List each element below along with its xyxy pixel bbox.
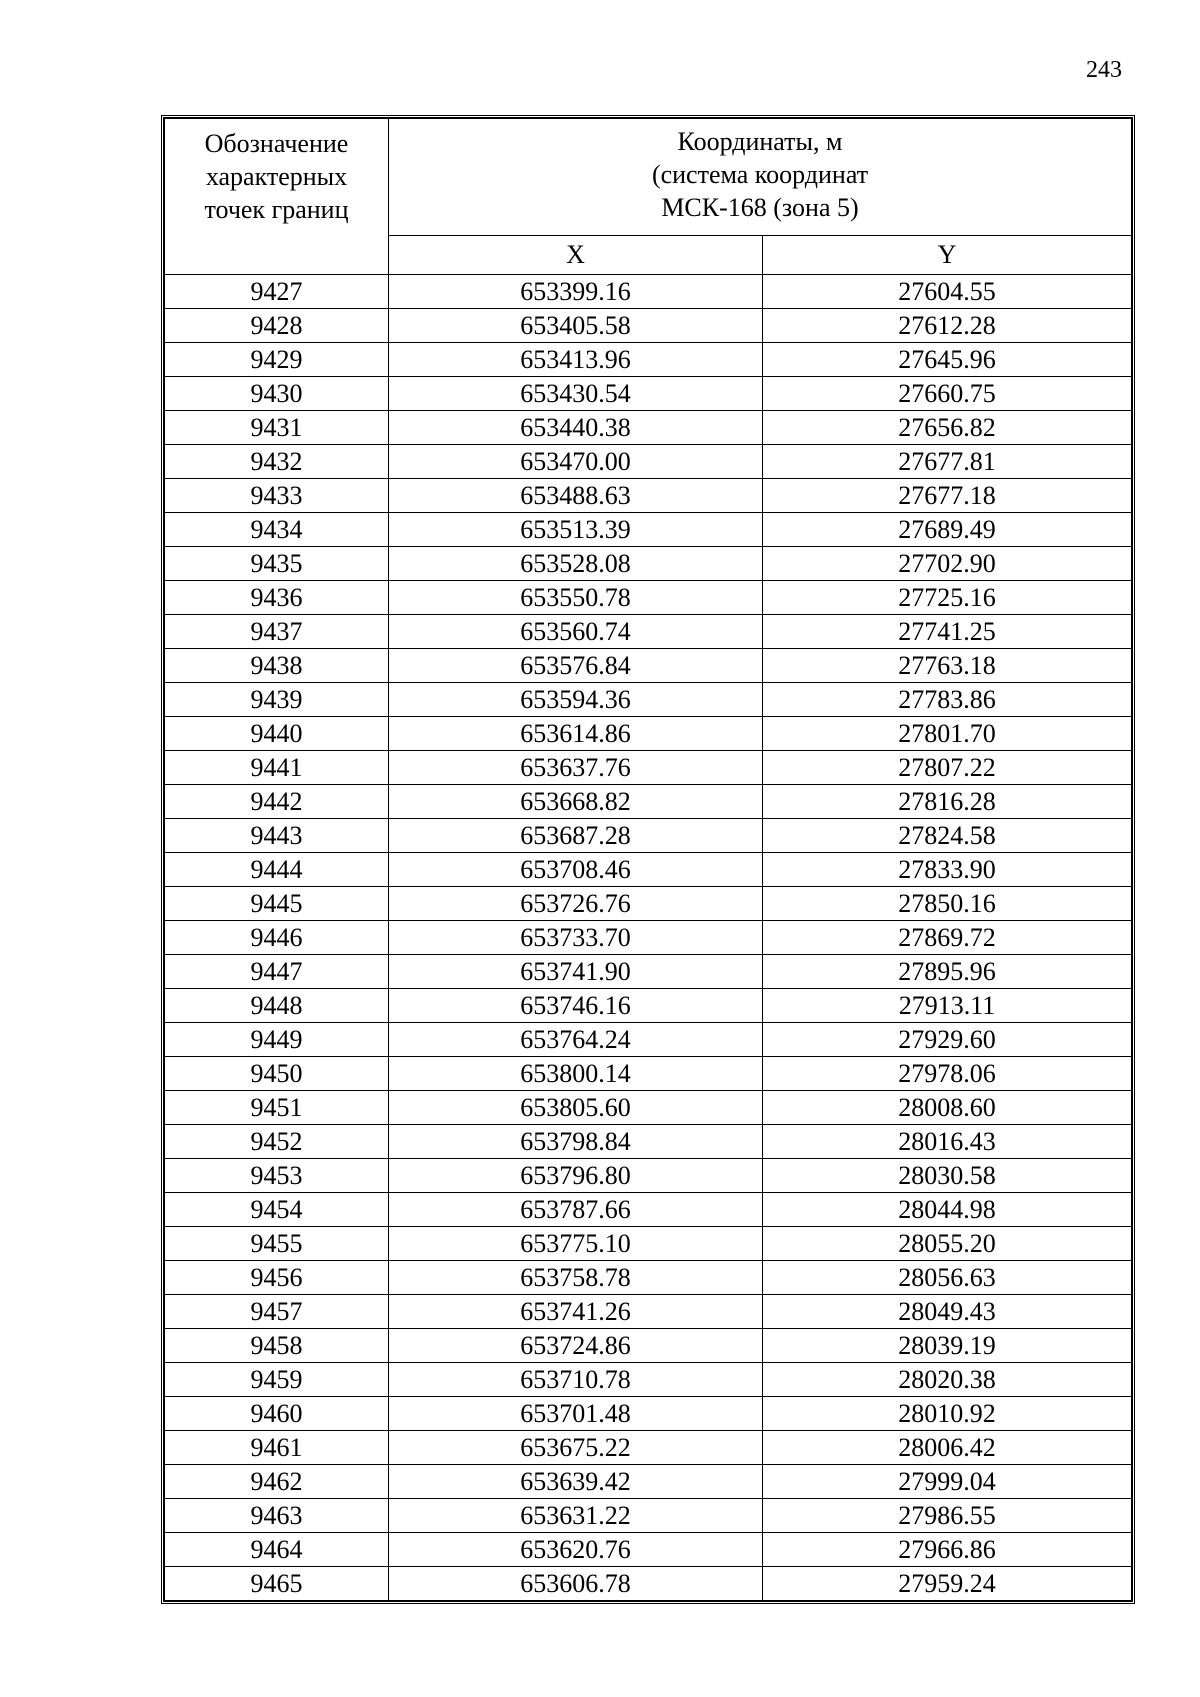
y-coordinate-cell: 28010.92 [763,1397,1132,1431]
point-id-cell: 9449 [165,1023,389,1057]
table-row [165,1193,1132,1227]
table-row [165,1261,1132,1295]
point-id-cell: 9437 [165,615,389,649]
coordinates-header-line: Координаты, м [677,127,843,156]
x-coordinate-cell: 653724.86 [389,1329,763,1363]
x-coordinate-cell: 653440.38 [389,411,763,445]
y-coordinate-cell: 27833.90 [763,853,1132,887]
y-coordinate-cell: 27999.04 [763,1465,1132,1499]
table-row [165,1431,1132,1465]
x-coordinate-cell: 653550.78 [389,581,763,615]
y-coordinate-cell: 27869.72 [763,921,1132,955]
y-coordinate-cell: 28055.20 [763,1227,1132,1261]
table-row [165,1057,1132,1091]
y-coordinate-cell: 27763.18 [763,649,1132,683]
table-row [165,513,1132,547]
table-row [165,615,1132,649]
table-row [165,479,1132,513]
table-row [165,785,1132,819]
point-id-cell: 9446 [165,921,389,955]
y-coordinate-cell: 27807.22 [763,751,1132,785]
x-coordinate-cell: 653614.86 [389,717,763,751]
x-coordinate-cell: 653701.48 [389,1397,763,1431]
table-row [165,309,1132,343]
point-id-cell: 9454 [165,1193,389,1227]
x-coordinate-cell: 653513.39 [389,513,763,547]
y-coordinate-cell: 27986.55 [763,1499,1132,1533]
y-coordinate-cell: 27645.96 [763,343,1132,377]
x-coordinate-cell: 653668.82 [389,785,763,819]
table-row [165,1329,1132,1363]
x-coordinate-cell: 653746.16 [389,989,763,1023]
x-coordinate-cell: 653805.60 [389,1091,763,1125]
point-id-cell: 9432 [165,445,389,479]
x-coordinate-cell: 653733.70 [389,921,763,955]
table-row [165,275,1132,309]
y-coordinate-cell: 28020.38 [763,1363,1132,1397]
coordinates-header-line: (система координат [651,160,869,189]
point-id-cell: 9430 [165,377,389,411]
table-row [165,887,1132,921]
point-id-cell: 9438 [165,649,389,683]
point-id-cell: 9465 [165,1567,389,1601]
point-id-cell: 9429 [165,343,389,377]
point-id-cell: 9436 [165,581,389,615]
table-row [165,1397,1132,1431]
x-coordinate-cell: 653726.76 [389,887,763,921]
y-coordinate-cell: 27913.11 [763,989,1132,1023]
point-id-cell: 9428 [165,309,389,343]
table-row [165,581,1132,615]
x-coordinate-cell: 653430.54 [389,377,763,411]
point-id-cell: 9441 [165,751,389,785]
table-row [165,1295,1132,1329]
point-id-cell: 9447 [165,955,389,989]
table-row [165,343,1132,377]
designation-header-line: точек границ [204,195,349,224]
point-id-cell: 9459 [165,1363,389,1397]
table-row [165,853,1132,887]
x-coordinate-cell: 653758.78 [389,1261,763,1295]
x-coordinate-cell: 653470.00 [389,445,763,479]
table-row [165,445,1132,479]
x-coordinate-cell: 653787.66 [389,1193,763,1227]
y-coordinate-cell: 27725.16 [763,581,1132,615]
y-coordinate-cell: 28030.58 [763,1159,1132,1193]
table-row [165,649,1132,683]
point-id-cell: 9451 [165,1091,389,1125]
x-coordinate-cell: 653796.80 [389,1159,763,1193]
table-row [165,717,1132,751]
x-coordinate-cell: 653800.14 [389,1057,763,1091]
y-coordinate-cell: 28056.63 [763,1261,1132,1295]
table-row [165,377,1132,411]
point-id-cell: 9433 [165,479,389,513]
point-id-cell: 9435 [165,547,389,581]
point-id-cell: 9445 [165,887,389,921]
point-id-cell: 9463 [165,1499,389,1533]
point-id-cell: 9427 [165,275,389,309]
point-id-cell: 9444 [165,853,389,887]
table-row [165,411,1132,445]
y-coordinate-cell: 28016.43 [763,1125,1132,1159]
point-id-cell: 9457 [165,1295,389,1329]
x-coordinate-cell: 653560.74 [389,615,763,649]
point-id-cell: 9440 [165,717,389,751]
x-coordinate-cell: 653631.22 [389,1499,763,1533]
x-coordinate-cell: 653741.26 [389,1295,763,1329]
table-row [165,1125,1132,1159]
y-coordinate-cell: 28006.42 [763,1431,1132,1465]
x-coordinate-cell: 653405.58 [389,309,763,343]
table-body [165,275,1132,1601]
y-coordinate-cell: 27702.90 [763,547,1132,581]
table-row [165,751,1132,785]
x-coordinate-cell: 653576.84 [389,649,763,683]
y-coordinate-cell: 27978.06 [763,1057,1132,1091]
page-number: 243 [1086,57,1122,83]
y-coordinate-cell: 27656.82 [763,411,1132,445]
y-coordinate-cell: 27966.86 [763,1533,1132,1567]
point-id-cell: 9442 [165,785,389,819]
y-coordinate-cell: 27741.25 [763,615,1132,649]
x-coordinate-cell: 653675.22 [389,1431,763,1465]
x-coordinate-cell: 653637.76 [389,751,763,785]
y-coordinate-cell: 27612.28 [763,309,1132,343]
y-coordinate-cell: 27850.16 [763,887,1132,921]
y-coordinate-cell: 27895.96 [763,955,1132,989]
y-coordinate-cell: 28039.19 [763,1329,1132,1363]
y-coordinate-cell: 27783.86 [763,683,1132,717]
table-row [165,683,1132,717]
y-coordinate-cell: 27677.81 [763,445,1132,479]
y-coordinate-cell: 27660.75 [763,377,1132,411]
point-id-cell: 9462 [165,1465,389,1499]
table-header [165,119,1132,275]
coordinates-table-frame [161,115,1135,1604]
x-coordinate-cell: 653606.78 [389,1567,763,1601]
table-row [165,955,1132,989]
table-row [165,989,1132,1023]
table-row [165,1465,1132,1499]
table-row [165,1159,1132,1193]
y-coordinate-cell: 28008.60 [763,1091,1132,1125]
y-coordinate-cell: 27801.70 [763,717,1132,751]
table-row [165,1363,1132,1397]
x-coordinate-cell: 653775.10 [389,1227,763,1261]
x-coordinate-cell: 653528.08 [389,547,763,581]
y-coordinate-cell: 27824.58 [763,819,1132,853]
coordinates-header-line: МСК-168 (зона 5) [661,193,859,222]
x-coordinate-cell: 653798.84 [389,1125,763,1159]
point-id-cell: 9464 [165,1533,389,1567]
table-row [165,819,1132,853]
point-id-cell: 9434 [165,513,389,547]
point-id-cell: 9452 [165,1125,389,1159]
x-coordinate-cell: 653399.16 [389,275,763,309]
point-id-cell: 9453 [165,1159,389,1193]
point-id-cell: 9448 [165,989,389,1023]
table-row [165,921,1132,955]
point-id-cell: 9439 [165,683,389,717]
table-row [165,1227,1132,1261]
x-coordinate-cell: 653620.76 [389,1533,763,1567]
point-id-cell: 9450 [165,1057,389,1091]
y-coordinate-cell: 27816.28 [763,785,1132,819]
point-id-cell: 9461 [165,1431,389,1465]
point-id-cell: 9460 [165,1397,389,1431]
table-row [165,1567,1132,1601]
y-coordinate-cell: 27929.60 [763,1023,1132,1057]
y-coordinate-cell: 27959.24 [763,1567,1132,1601]
designation-header-line: характерных [205,162,348,191]
point-id-cell: 9443 [165,819,389,853]
point-id-cell: 9458 [165,1329,389,1363]
x-coordinate-cell: 653687.28 [389,819,763,853]
table-row [165,1533,1132,1567]
table-row [165,1499,1132,1533]
point-id-cell: 9455 [165,1227,389,1261]
x-coordinate-cell: 653413.96 [389,343,763,377]
designation-header-line: Обозначение [204,129,349,158]
y-coordinate-cell: 27689.49 [763,513,1132,547]
table-row [165,1091,1132,1125]
x-coordinate-cell: 653488.63 [389,479,763,513]
x-coordinate-cell: 653764.24 [389,1023,763,1057]
designation-header [165,119,389,275]
coordinates-header [389,119,1132,236]
point-id-cell: 9431 [165,411,389,445]
x-column-header: X [389,236,763,275]
y-coordinate-cell: 28049.43 [763,1295,1132,1329]
y-column-header: Y [763,236,1132,275]
y-coordinate-cell: 27677.18 [763,479,1132,513]
x-coordinate-cell: 653741.90 [389,955,763,989]
x-coordinate-cell: 653594.36 [389,683,763,717]
table-row [165,1023,1132,1057]
x-coordinate-cell: 653710.78 [389,1363,763,1397]
x-coordinate-cell: 653708.46 [389,853,763,887]
y-coordinate-cell: 28044.98 [763,1193,1132,1227]
point-id-cell: 9456 [165,1261,389,1295]
coordinates-table [164,118,1132,1601]
x-coordinate-cell: 653639.42 [389,1465,763,1499]
table-row [165,547,1132,581]
y-coordinate-cell: 27604.55 [763,275,1132,309]
